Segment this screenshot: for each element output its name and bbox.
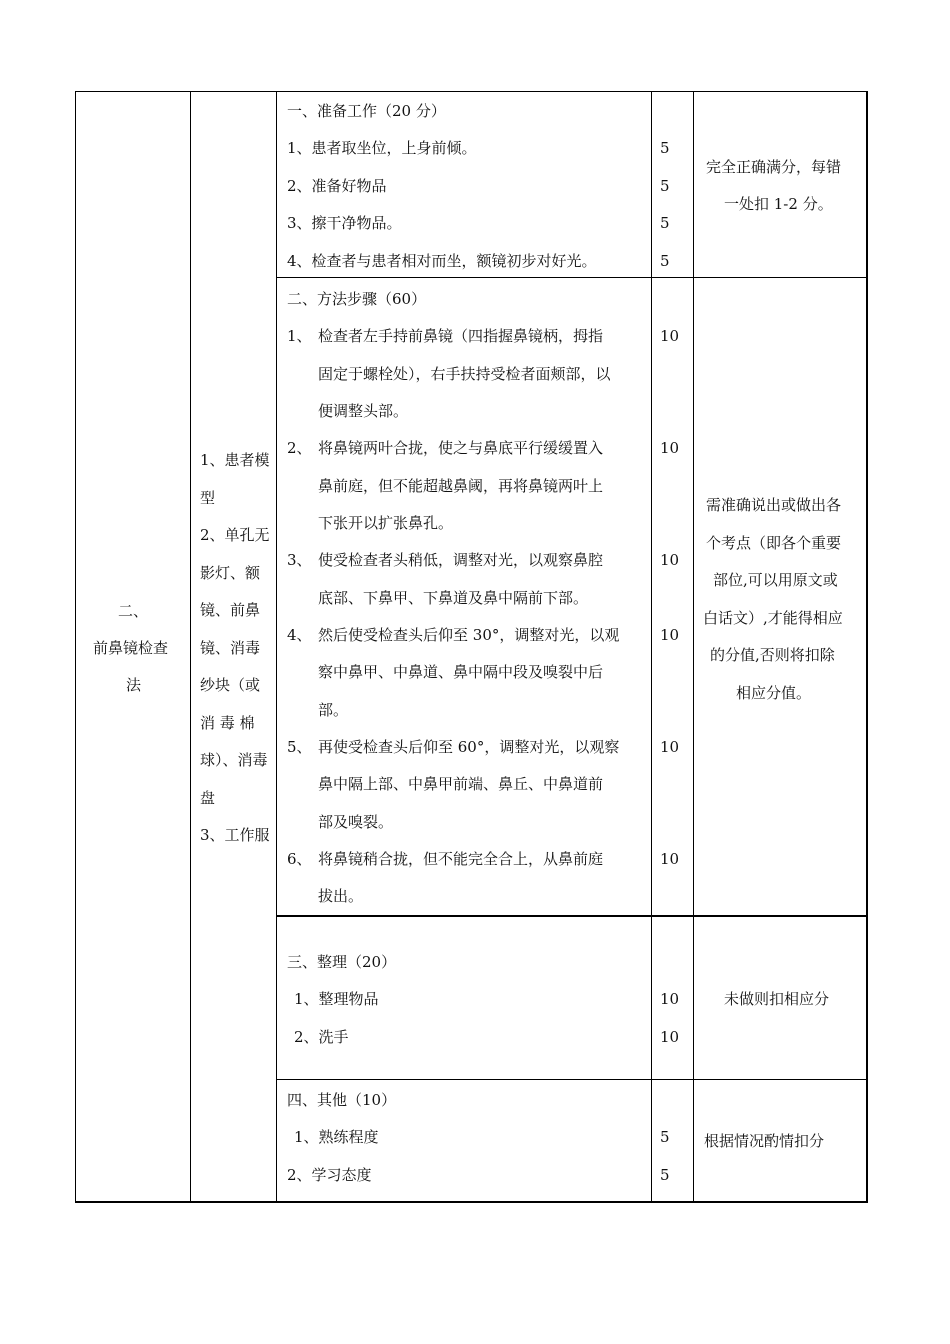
step-line: 部。 — [318, 701, 349, 719]
row-divider — [276, 277, 867, 278]
column-divider — [276, 91, 277, 1202]
step-line: 固定于螺栓处），右手扶持受检者面颊部，以 — [318, 365, 611, 383]
materials-line: 消 毒 棉 — [200, 713, 255, 732]
column-divider — [693, 91, 694, 1202]
criteria-line: 个考点（即各个重要 — [706, 534, 842, 552]
item-score: 10 — [660, 990, 680, 1008]
materials-line: 球）、消毒 — [200, 751, 268, 769]
item-score: 5 — [660, 177, 670, 195]
section-number: 二、 — [118, 602, 149, 620]
step-line: 底部、下鼻甲、下鼻道及鼻中隔前下部。 — [318, 589, 589, 607]
group-heading: 二、方法步骤（60） — [287, 290, 427, 308]
step-line: 将鼻镜稍合拢，但不能完全合上，从鼻前庭 — [318, 850, 604, 868]
item-text: 1、整理物品 — [294, 990, 379, 1008]
criteria-line: 未做则扣相应分 — [724, 990, 830, 1008]
item-score: 5 — [660, 252, 670, 270]
item-score: 10 — [660, 327, 680, 345]
item-score: 5 — [660, 1166, 670, 1184]
item-score: 10 — [660, 439, 680, 457]
table-left-border — [75, 91, 76, 1202]
step-line: 使受检查者头稍低，调整对光，以观察鼻腔 — [318, 551, 604, 569]
materials-line: 2、单孔无 — [200, 526, 270, 544]
item-score: 10 — [660, 551, 680, 569]
materials-list — [200, 442, 272, 855]
group-heading: 四、其他（10） — [287, 1091, 397, 1109]
materials-line: 镜、消毒 — [200, 638, 261, 657]
item-text: 1、患者取坐位，上身前倾。 — [287, 139, 477, 157]
step-line: 将鼻镜两叶合拢，使之与鼻底平行缓缓置入 — [318, 439, 604, 457]
group-heading: 三、整理（20） — [287, 953, 397, 971]
item-text: 2、洗手 — [294, 1028, 349, 1046]
step-line: 察中鼻甲、中鼻道、鼻中隔中段及嗅裂中后 — [318, 663, 604, 681]
criteria-line: 相应分值。 — [736, 684, 812, 702]
step-marker: 2、 — [287, 439, 312, 457]
group-heading: 一、准备工作（20 分） — [287, 102, 446, 120]
criteria-line: 白话文）,才能得相应 — [703, 609, 843, 627]
step-line: 便调整头部。 — [318, 402, 409, 420]
criteria-line: 一处扣 1-2 分。 — [724, 195, 833, 213]
table-bottom-border — [75, 1201, 868, 1203]
item-score: 10 — [660, 738, 680, 756]
item-text: 4、检查者与患者相对而坐，额镜初步对好光。 — [287, 252, 597, 270]
materials-line: 盘 — [200, 788, 216, 807]
step-marker: 4、 — [287, 626, 312, 644]
step-line: 鼻中隔上部、中鼻甲前端、鼻丘、中鼻道前 — [318, 775, 604, 793]
materials-line: 1、患者模 — [200, 451, 270, 469]
materials-line: 影灯、额 — [200, 563, 261, 582]
column-divider — [190, 91, 191, 1202]
section-name-line1: 前鼻镜检查 — [93, 639, 169, 657]
criteria-line: 的分值,否则将扣除 — [710, 646, 835, 664]
criteria-line: 完全正确满分，每错 — [706, 158, 842, 176]
item-score: 10 — [660, 1028, 680, 1046]
step-line: 拔出。 — [318, 887, 364, 905]
step-line: 再使受检查头后仰至 60°，调整对光，以观察 — [318, 738, 620, 756]
step-line: 下张开以扩张鼻孔。 — [318, 514, 454, 532]
item-text: 1、熟练程度 — [294, 1128, 379, 1146]
materials-line: 纱块（或 — [200, 676, 261, 694]
table-top-border — [75, 91, 868, 92]
materials-line: 型 — [200, 488, 216, 507]
column-divider — [651, 91, 652, 1202]
criteria-line: 部位,可以用原文或 — [713, 571, 838, 589]
step-marker: 6、 — [287, 850, 312, 868]
step-marker: 5、 — [287, 738, 312, 756]
item-score: 5 — [660, 139, 670, 157]
row-divider — [276, 915, 867, 917]
step-line: 部及嗅裂。 — [318, 813, 394, 831]
item-text: 2、学习态度 — [287, 1166, 372, 1184]
step-marker: 3、 — [287, 551, 312, 569]
table-right-border — [866, 91, 868, 1202]
step-line: 然后使受检查头后仰至 30°，调整对光，以观 — [318, 626, 620, 644]
step-marker: 1、 — [287, 327, 312, 345]
criteria-line: 需准确说出或做出各 — [706, 496, 842, 514]
item-text: 3、擦干净物品。 — [287, 214, 402, 232]
materials-line: 3、工作服 — [200, 826, 270, 844]
item-score: 10 — [660, 626, 680, 644]
row-divider — [276, 1079, 867, 1080]
item-score: 5 — [660, 1128, 670, 1146]
materials-line: 镜、前鼻 — [200, 601, 261, 619]
item-text: 2、准备好物品 — [287, 177, 387, 195]
criteria-line: 根据情况酌情扣分 — [704, 1132, 825, 1150]
item-score: 5 — [660, 214, 670, 232]
step-line: 鼻前庭，但不能超越鼻阈，再将鼻镜两叶上 — [318, 477, 604, 495]
section-name-line2: 法 — [126, 676, 142, 694]
item-score: 10 — [660, 850, 680, 868]
step-line: 检查者左手持前鼻镜（四指握鼻镜柄，拇指 — [318, 327, 604, 345]
